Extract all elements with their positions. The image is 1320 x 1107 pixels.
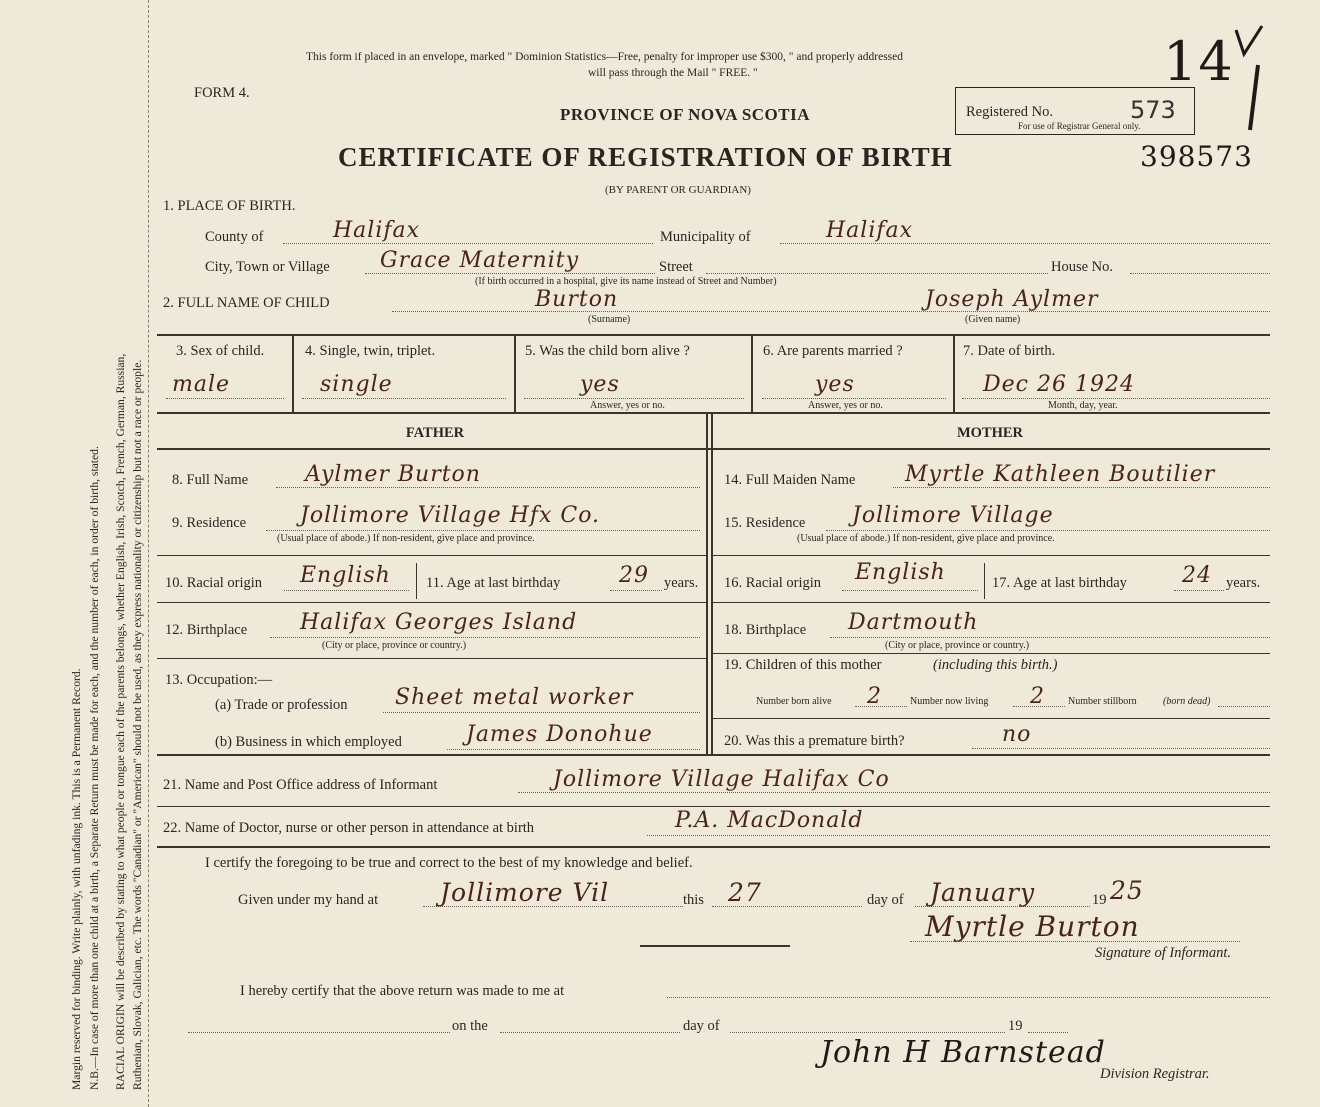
child-name-label: 2. FULL NAME OF CHILD <box>163 295 330 311</box>
premature-label: 20. Was this a premature birth? <box>724 733 905 749</box>
registered-number: 573 <box>1130 96 1176 124</box>
house-label: House No. <box>1051 259 1114 275</box>
father-name-value: Aylmer Burton <box>305 462 481 487</box>
trade-label: (a) Trade or profession <box>215 697 348 713</box>
certificate-title: CERTIFICATE OF REGISTRATION OF BIRTH <box>338 142 953 172</box>
child-given-value: Joseph Aylmer <box>925 287 1099 312</box>
alive-line <box>524 398 744 399</box>
place-of-birth-heading: 1. PLACE OF BIRTH. <box>163 198 296 214</box>
father-racial-line <box>284 590 409 591</box>
occupation-heading: 13. Occupation:— <box>165 672 273 688</box>
mother-residence-line <box>826 530 1270 531</box>
city-value: Grace Maternity <box>380 248 580 273</box>
informant-signature: Myrtle Burton <box>925 910 1140 943</box>
city-label: City, Town or Village <box>205 259 330 275</box>
certificate-subtitle: (BY PARENT OR GUARDIAN) <box>605 184 751 196</box>
stillborn-line <box>1218 706 1270 707</box>
born-alive-label: Number born alive <box>756 696 832 707</box>
alive-caption: Answer, yes or no. <box>590 400 665 411</box>
street-line <box>706 273 1048 274</box>
father-residence-caption: (Usual place of abode.) If non-resident, give place and province. <box>277 533 535 544</box>
doctor-label: 22. Name of Doctor, nurse or other person in attendance at birth <box>163 820 535 836</box>
father-residence-line <box>266 530 700 531</box>
handwritten-registration-number: 398573 <box>1140 140 1253 173</box>
mail-notice-2: will pass through the Mail " FREE. " <box>588 67 758 79</box>
col-divider-3 <box>292 334 294 412</box>
col-divider-5 <box>751 334 753 412</box>
mail-notice-1: This form if placed in an envelope, marked " Dominion Statistics—Free, penalty for improper use $300, " and properly addressed <box>306 51 904 63</box>
father-birthplace-caption: (City or place, province or country.) <box>322 640 467 651</box>
form-number: FORM 4. <box>194 85 250 101</box>
father-racial-label: 10. Racial origin <box>165 575 263 591</box>
this-label: this <box>683 892 704 908</box>
given-label: Given under my hand at <box>238 892 379 908</box>
month-value: January <box>930 878 1036 907</box>
business-line <box>447 749 700 750</box>
mother-row-rule-2 <box>711 602 1270 603</box>
married-line <box>762 398 946 399</box>
city-line <box>365 273 655 274</box>
corner-check-mark <box>1228 20 1268 135</box>
margin-divider <box>148 0 151 1107</box>
registrar-note: For use of Registrar General only. <box>1018 121 1141 131</box>
hospital-note: (If birth occurred in a hospital, give its name instead of Street and Number) <box>475 276 777 287</box>
informant-value: Jollimore Village Halifax Co <box>553 767 890 792</box>
plurality-value: single <box>320 372 393 397</box>
mother-racial-line <box>842 590 978 591</box>
col-divider-4 <box>514 334 516 412</box>
registrar-place-line-2 <box>188 1032 450 1033</box>
children-label: 19. Children of this mother <box>724 657 882 673</box>
now-living-label: Number now living <box>910 696 989 707</box>
married-value: yes <box>815 372 855 397</box>
mother-racial-value: English <box>855 560 946 585</box>
province-heading: PROVINCE OF NOVA SCOTIA <box>560 105 811 124</box>
business-label: (b) Business in which employed <box>215 734 402 750</box>
father-residence-label: 9. Residence <box>172 515 247 531</box>
informant-label: 21. Name and Post Office address of Informant <box>163 777 438 793</box>
margin-line-2: N.B.—In case of more than one child at a birth, a Separate Return must be made for each, and the number of each, in order of birth, stated. <box>88 446 101 1090</box>
father-age-unit: years. <box>664 575 699 591</box>
mother-residence-label: 15. Residence <box>724 515 806 531</box>
registrar-year-line <box>1028 1032 1068 1033</box>
given-caption: (Given name) <box>965 314 1021 325</box>
parents-top-rule <box>157 412 1270 414</box>
margin-line-1: Margin reserved for binding. Write plainly, with unfading ink. This is a Permanent Record. <box>70 668 83 1090</box>
county-value: Halifax <box>333 218 421 243</box>
married-label: 6. Are parents married ? <box>763 343 903 359</box>
certify-statement: I certify the foregoing to be true and correct to the best of my knowledge and belief. <box>205 855 693 871</box>
married-caption: Answer, yes or no. <box>808 400 883 411</box>
mother-birthplace-label: 18. Birthplace <box>724 622 807 638</box>
mother-name-value: Myrtle Kathleen Boutilier <box>905 462 1216 487</box>
mother-heading: MOTHER <box>956 425 1024 441</box>
doctor-line <box>647 835 1270 836</box>
registrar-day-line <box>500 1032 680 1033</box>
father-name-line <box>276 487 700 488</box>
row-3-top-rule <box>157 334 1270 336</box>
mother-name-label: 14. Full Maiden Name <box>724 472 856 488</box>
dob-value: Dec 26 1924 <box>983 372 1135 397</box>
registrar-statement: I hereby certify that the above return was made to me at <box>240 983 565 999</box>
child-name-line <box>392 311 1270 312</box>
mother-name-line <box>893 487 1270 488</box>
parents-center-divider-b <box>711 414 713 754</box>
mother-age-unit: years. <box>1226 575 1261 591</box>
registered-label: Registered No. <box>966 104 1053 120</box>
street-label: Street <box>659 259 693 275</box>
father-age-value: 29 <box>619 563 649 588</box>
sex-label: 3. Sex of child. <box>176 343 265 359</box>
registration-box <box>955 87 1195 135</box>
mother-birthplace-line <box>830 637 1270 638</box>
business-value: James Donohue <box>466 722 653 747</box>
municipality-line <box>780 243 1270 244</box>
parents-center-divider-a <box>706 414 708 754</box>
margin-line-3: RACIAL ORIGIN will be described by stating to what people or tongue each of the parents belongs, whether English, Irish, Scotch, French, German, Russian, <box>114 353 127 1090</box>
mother-age-value: 24 <box>1182 563 1212 588</box>
registrar-year-prefix: 19 <box>1008 1018 1023 1034</box>
sex-value: male <box>172 372 231 397</box>
dob-label: 7. Date of birth. <box>963 343 1056 359</box>
mother-residence-value: Jollimore Village <box>852 503 1054 528</box>
registrar-day-of-label: day of <box>683 1018 720 1034</box>
day-of-label: day of <box>867 892 904 908</box>
father-birthplace-label: 12. Birthplace <box>165 622 248 638</box>
county-line <box>283 243 653 244</box>
mother-age-line <box>1174 590 1224 591</box>
father-age-label: 11. Age at last birthday <box>426 575 561 591</box>
father-racial-divider <box>416 563 417 599</box>
county-label: County of <box>205 229 264 245</box>
dob-line <box>962 398 1270 399</box>
registrar-signature: John H Barnstead <box>820 1035 1106 1070</box>
stillborn-label: Number stillborn <box>1068 696 1137 707</box>
parents-bottom-rule <box>157 754 1270 756</box>
now-living-value: 2 <box>1030 684 1045 709</box>
sex-line <box>166 398 284 399</box>
mother-racial-divider <box>984 563 985 599</box>
mother-birthplace-value: Dartmouth <box>848 610 979 635</box>
registrar-on-the-label: on the <box>452 1018 488 1034</box>
plurality-line <box>302 398 506 399</box>
trade-value: Sheet metal worker <box>395 685 634 710</box>
alive-value: yes <box>580 372 620 397</box>
day-value: 27 <box>728 878 762 907</box>
signature-caption: Signature of Informant. <box>1095 945 1232 961</box>
municipality-value: Halifax <box>826 218 914 243</box>
year-prefix: 19 <box>1092 892 1107 908</box>
corner-handwritten-number: 14 <box>1163 30 1234 93</box>
municipality-label: Municipality of <box>660 229 751 245</box>
doctor-rule <box>157 846 1270 848</box>
informant-signature-line <box>910 941 1240 942</box>
surname-caption: (Surname) <box>588 314 631 325</box>
col-divider-6 <box>953 334 955 412</box>
plurality-label: 4. Single, twin, triplet. <box>305 343 436 359</box>
father-heading: FATHER <box>405 425 465 441</box>
mother-racial-label: 16. Racial origin <box>724 575 822 591</box>
trade-line <box>383 712 700 713</box>
center-short-rule <box>640 945 790 947</box>
dob-caption: Month, day, year. <box>1048 400 1118 411</box>
premature-value: no <box>1002 722 1032 747</box>
father-birthplace-line <box>270 637 700 638</box>
informant-line <box>518 792 1270 793</box>
father-row-rule-2 <box>157 602 706 603</box>
registrar-place-line <box>667 997 1270 998</box>
mother-row-rule-4 <box>711 718 1270 719</box>
stillborn-note: (born dead) <box>1163 696 1211 707</box>
doctor-value: P.A. MacDonald <box>675 808 864 833</box>
child-surname-value: Burton <box>535 287 619 312</box>
registrar-caption: Division Registrar. <box>1100 1066 1210 1082</box>
mother-residence-caption: (Usual place of abode.) If non-resident, give place and province. <box>797 533 1055 544</box>
informant-rule <box>157 806 1270 807</box>
born-alive-value: 2 <box>867 684 882 709</box>
mother-birthplace-caption: (City or place, province or country.) <box>885 640 1030 651</box>
children-note: (including this birth.) <box>933 657 1058 673</box>
parents-heading-rule <box>157 448 1270 450</box>
father-residence-value: Jollimore Village Hfx Co. <box>300 503 601 528</box>
given-place-value: Jollimore Vil <box>440 878 610 907</box>
mother-row-rule-3 <box>711 653 1270 654</box>
father-name-label: 8. Full Name <box>172 472 249 488</box>
mother-age-label: 17. Age at last birthday <box>992 575 1127 591</box>
father-age-line <box>610 590 662 591</box>
father-row-rule-1 <box>157 555 706 556</box>
house-line <box>1130 273 1270 274</box>
registrar-month-line <box>730 1032 1005 1033</box>
alive-label: 5. Was the child born alive ? <box>525 343 690 359</box>
father-row-rule-3 <box>157 658 706 659</box>
mother-row-rule-1 <box>711 555 1270 556</box>
father-racial-value: English <box>300 563 391 588</box>
premature-line <box>972 748 1270 749</box>
father-birthplace-value: Halifax Georges Island <box>300 610 578 635</box>
margin-line-4: Ruthenian, Slovak, Galician, etc. The words "Canadian" or "American" should not be used, as they express nationality or citizenship but not a race or people. <box>131 359 144 1090</box>
year-value: 25 <box>1110 876 1144 905</box>
